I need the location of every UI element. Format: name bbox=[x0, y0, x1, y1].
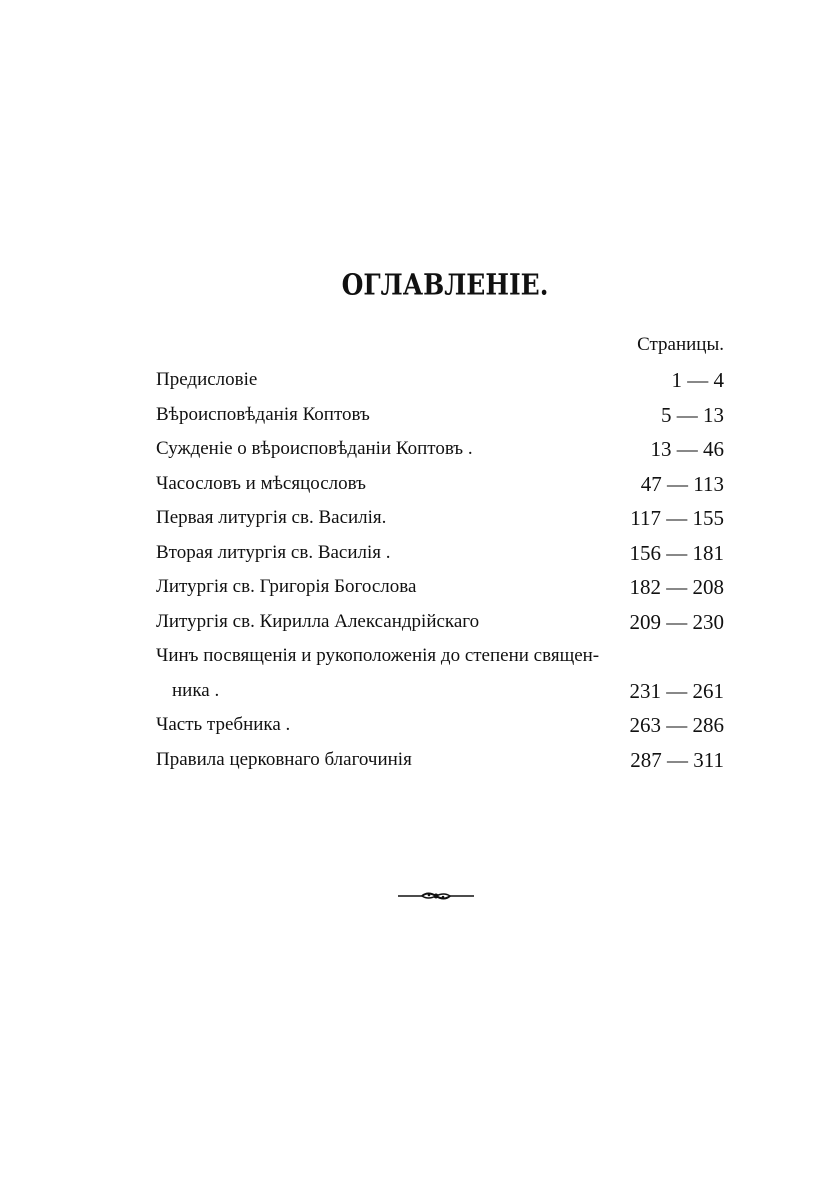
toc-entry-label: Часть требника . bbox=[156, 714, 291, 735]
toc-entry-label: Сужденіе о вѣроисповѣданіи Коптовъ . bbox=[156, 438, 473, 459]
toc-entry-label: Чинъ посвященія и рукоположенія до степени священ- bbox=[156, 645, 600, 666]
toc-entry-label: Литургія св. Кирилла Александрійскаго bbox=[156, 610, 480, 632]
toc-entry-label: Литургія св. Григорія Богослова bbox=[156, 576, 417, 597]
toc-entry bbox=[156, 470, 724, 505]
toc-entry-label: ника . bbox=[172, 679, 220, 701]
toc-entry bbox=[156, 366, 724, 401]
tailpiece-ornament-icon bbox=[398, 886, 474, 906]
toc-entry-pages: 287 — 311 bbox=[630, 747, 724, 772]
toc-entry-label: Вѣроисповѣданія Коптовъ bbox=[156, 403, 370, 425]
toc-entry bbox=[156, 746, 724, 781]
pages-column-header: Страницы. bbox=[637, 334, 724, 355]
toc-entry bbox=[156, 435, 724, 470]
toc-entry-label: Первая литургія св. Василія. bbox=[156, 507, 387, 528]
toc-entry bbox=[156, 504, 724, 539]
toc-entry-pages: 263 — 286 bbox=[629, 713, 724, 737]
table-of-contents bbox=[156, 366, 724, 780]
toc-entry-pages: 231 — 261 bbox=[629, 678, 724, 703]
toc-entry-pages: 5 — 13 bbox=[661, 402, 724, 427]
toc-entry bbox=[156, 539, 724, 574]
toc-entry-label: Часословъ и мѣсяцословъ bbox=[156, 472, 366, 494]
toc-entry-pages: 117 — 155 bbox=[630, 506, 724, 530]
toc-entry-pages: 182 — 208 bbox=[629, 575, 724, 599]
toc-entry-pages: 47 — 113 bbox=[640, 471, 724, 496]
toc-entry-pages: 13 — 46 bbox=[650, 437, 724, 461]
toc-entry bbox=[156, 642, 724, 677]
page-title: ОГЛАВЛЕНІЕ. bbox=[341, 267, 549, 302]
toc-entry-label: Вторая литургія св. Василія . bbox=[156, 541, 391, 563]
toc-entry-label: Правила церковнаго благочинія bbox=[156, 748, 412, 770]
toc-entry-continuation bbox=[156, 677, 724, 712]
toc-entry-pages: 156 — 181 bbox=[629, 540, 724, 565]
toc-entry bbox=[156, 401, 724, 436]
toc-entry-pages: 209 — 230 bbox=[629, 609, 724, 634]
toc-entry bbox=[156, 711, 724, 746]
toc-entry bbox=[156, 608, 724, 643]
toc-entry-label: Предисловіе bbox=[156, 369, 258, 390]
toc-entry bbox=[156, 573, 724, 608]
toc-entry-pages: 1 — 4 bbox=[671, 368, 724, 392]
